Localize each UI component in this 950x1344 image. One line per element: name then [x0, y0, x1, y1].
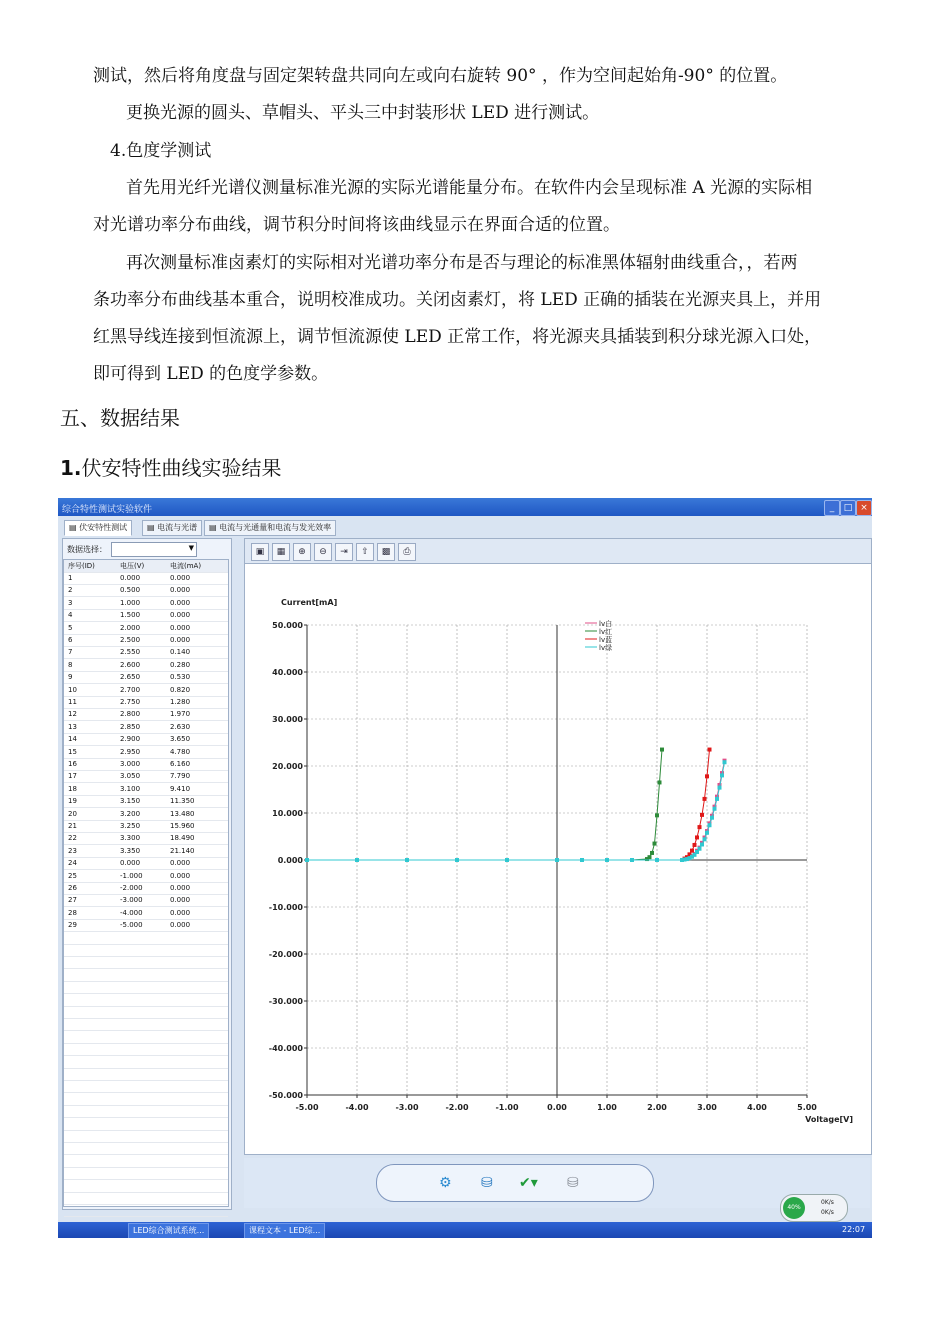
data-point [455, 858, 459, 862]
data-point [698, 847, 702, 851]
taskbar-clock: 22:07 [842, 1225, 866, 1234]
tab-iv-test[interactable] [64, 520, 132, 536]
table-cell: 21.140 [170, 846, 195, 855]
table-row[interactable] [64, 646, 228, 659]
x-tick-label: 3.00 [697, 1103, 717, 1112]
table-row[interactable] [64, 907, 228, 920]
table-row[interactable] [64, 696, 228, 709]
table-row[interactable] [64, 708, 228, 721]
table-cell: 28 [68, 908, 77, 917]
table-cell: 1.500 [120, 611, 141, 620]
data-point [693, 843, 697, 847]
table-row[interactable] [64, 1167, 228, 1180]
table-cell: 13 [68, 722, 77, 731]
table-row[interactable] [64, 1093, 228, 1106]
connect-icon[interactable]: ⚙ [439, 1175, 452, 1191]
data-point [305, 858, 309, 862]
taskbar-item-led-system[interactable]: LED综合测试系统... [128, 1223, 209, 1238]
data-point [655, 813, 659, 817]
table-row[interactable] [64, 994, 228, 1007]
table-cell: 14 [68, 735, 77, 744]
table-cell: 1.000 [120, 598, 141, 607]
table-row[interactable] [64, 572, 228, 585]
table-cell: 0.000 [170, 574, 191, 582]
table-cell: 0.000 [120, 574, 141, 582]
table-row[interactable] [64, 609, 228, 622]
table-cell: 0.000 [170, 859, 191, 868]
table-cell: 7 [68, 648, 73, 657]
close-button[interactable]: × [856, 500, 872, 516]
table-cell: 3.200 [120, 809, 141, 818]
table-row[interactable] [64, 634, 228, 647]
table-cell: 27 [68, 896, 77, 905]
table-row[interactable] [64, 1204, 228, 1217]
table-cell: 2.630 [170, 722, 191, 731]
data-point [708, 748, 712, 752]
table-cell: 15.960 [170, 822, 195, 830]
x-tick-label: -4.00 [345, 1103, 369, 1112]
save-icon[interactable]: ▣ [251, 543, 269, 561]
table-cell: 6.160 [170, 760, 191, 768]
maximize-button[interactable]: □ [840, 500, 856, 516]
checkmark-icon[interactable]: ✔▾ [519, 1175, 538, 1191]
table-cell: 2.750 [120, 698, 141, 706]
table-row[interactable] [64, 1056, 228, 1069]
table-cell: -2.000 [120, 884, 143, 892]
network-gauge [780, 1194, 848, 1222]
table-header-cell: 序号(ID) [68, 562, 95, 570]
table-cell: 0.000 [170, 871, 191, 880]
table-cell: 25 [68, 871, 77, 880]
print-icon[interactable]: ⎙ [398, 543, 416, 561]
table-row[interactable] [64, 733, 228, 746]
data-point [723, 760, 727, 764]
paragraph-line-2: 更换光源的圆头、草帽头、平头三中封装形状 LED 进行测试。 [126, 103, 600, 123]
x-axis-label: Voltage[V] [805, 1115, 853, 1124]
data-point [703, 797, 707, 801]
table-cell: 2.500 [120, 636, 141, 644]
paragraph-line-8: 红黑导线连接到恒流源上，调节恒流源使 LED 正常工作，将光源夹具插装到积分球光源入口处， [93, 327, 822, 347]
x-tick-label: -5.00 [295, 1103, 319, 1112]
data-point [698, 825, 702, 829]
x-tick-label: -1.00 [495, 1103, 519, 1112]
data-point [655, 858, 659, 862]
table-row[interactable] [64, 1155, 228, 1168]
table-cell: 2.850 [120, 722, 141, 731]
data-point [690, 849, 694, 853]
table-row[interactable] [64, 622, 228, 635]
data-panel [62, 538, 232, 1210]
table-cell: 2.650 [120, 673, 141, 682]
table-row[interactable] [64, 845, 228, 858]
table-cell: 17 [68, 772, 77, 781]
table-row[interactable] [64, 1068, 228, 1081]
table-cell: 24 [68, 859, 77, 868]
chevron-down-icon: ▼ [188, 544, 194, 552]
y-tick-label: -50.000 [268, 1091, 303, 1100]
paragraph-line-7: 条功率分布曲线基本重合，说明校准成功。关闭卤素灯，将 LED 正确的插装在光源夹具上，并用 [93, 290, 822, 310]
data-point [650, 851, 654, 855]
table-cell: 4 [68, 611, 73, 620]
data-point [720, 773, 724, 777]
table-cell: 9 [68, 673, 73, 682]
x-tick-label: 4.00 [747, 1103, 767, 1112]
table-cell: 12 [68, 710, 77, 719]
table-cell: 3.050 [120, 772, 141, 781]
window-title: 综合特性测试实验软件 [62, 505, 153, 515]
subsection-text: 伏安特性曲线实验结果 [81, 456, 282, 480]
paragraph-line-4: 首先用光纤光谱仪测量标准光源的实际光谱能量分布。在软件内会呈现标准 A 光源的实际相 [126, 178, 813, 198]
table-cell: 0.000 [170, 921, 191, 930]
y-tick-label: -10.000 [268, 903, 303, 912]
data-point [695, 835, 699, 839]
gauge-down: 0K/s [821, 1209, 834, 1216]
data-point [708, 823, 712, 827]
table-cell: 22 [68, 834, 77, 843]
table-cell: 0.000 [170, 598, 191, 607]
table-row[interactable] [64, 1080, 228, 1093]
data-point [710, 816, 714, 820]
tab-doc-icon: ▤ [147, 523, 158, 532]
table-cell: 0.280 [170, 660, 191, 669]
taskbar-item-document[interactable]: 课程文本 - LED综... [244, 1223, 325, 1238]
zoom-out-icon[interactable]: ⊖ [314, 543, 332, 561]
table-cell: -3.000 [120, 896, 143, 905]
x-tick-label: 1.00 [597, 1103, 617, 1112]
data-point [658, 780, 662, 784]
table-cell: 2.800 [120, 710, 141, 719]
tab-current-flux-label: 电流与光通量和电流与发光效率 [219, 523, 332, 532]
table-cell: 1.970 [170, 710, 191, 719]
table-cell: 0.140 [170, 648, 191, 657]
minimize-button[interactable]: _ [824, 500, 840, 516]
data-point [555, 858, 559, 862]
table-cell: 18 [68, 784, 77, 793]
x-tick-label: 2.00 [647, 1103, 667, 1112]
y-tick-label: 40.000 [272, 668, 303, 677]
data-point [405, 858, 409, 862]
fit-x-icon[interactable]: ⇥ [335, 543, 353, 561]
table-cell: 3.000 [120, 760, 141, 768]
taskbar [58, 1222, 872, 1238]
tab-doc-icon: ▤ [69, 523, 80, 532]
table-row[interactable] [64, 1192, 228, 1205]
table-cell: 0.530 [170, 673, 191, 682]
table-header-cell: 电流(mA) [170, 562, 202, 570]
tab-doc-icon: ▤ [209, 523, 220, 532]
table-cell: 1 [68, 574, 73, 582]
table-cell: 19 [68, 797, 77, 806]
gauge-up: 0K/s [821, 1199, 834, 1206]
table-row[interactable] [64, 1006, 228, 1019]
table-cell: 0.820 [170, 685, 191, 694]
table-row[interactable] [64, 870, 228, 883]
action-bar [244, 1158, 870, 1208]
table-row[interactable] [64, 956, 228, 969]
table-header-cell: 电压(V) [120, 562, 145, 570]
data-point [713, 807, 717, 811]
table-cell: -4.000 [120, 908, 143, 917]
table-row[interactable] [64, 857, 228, 870]
data-point [705, 774, 709, 778]
table-cell: 3.250 [120, 822, 141, 830]
paragraph-line-9: 即可得到 LED 的色度学参数。 [93, 364, 329, 384]
table-cell: 0.500 [120, 586, 141, 595]
x-tick-label: -2.00 [445, 1103, 469, 1112]
table-cell: 2.700 [120, 685, 141, 694]
table-cell: 0.000 [170, 884, 191, 892]
y-tick-label: -20.000 [268, 950, 303, 959]
table-cell: 7.790 [170, 772, 191, 781]
y-tick-label: 30.000 [272, 715, 303, 724]
table-row[interactable] [64, 820, 228, 833]
table-cell: 0.000 [170, 636, 191, 644]
table-cell: 8 [68, 660, 73, 669]
table-cell: 0.000 [170, 586, 191, 595]
table-cell: 29 [68, 921, 77, 930]
y-axis-label: Current[mA] [281, 598, 338, 607]
table-row[interactable] [64, 894, 228, 907]
data-select-dropdown[interactable] [111, 542, 197, 557]
table-row[interactable] [64, 944, 228, 957]
table-cell: 15 [68, 747, 77, 756]
table-row[interactable] [64, 832, 228, 845]
table-row[interactable] [64, 1118, 228, 1131]
iv-chart [245, 564, 871, 1154]
table-cell: 23 [68, 846, 77, 855]
section-title: 五、数据结果 [60, 406, 180, 430]
table-row[interactable] [64, 795, 228, 808]
fit-y-icon[interactable]: ⇧ [356, 543, 374, 561]
table-row[interactable] [64, 919, 228, 932]
table-row[interactable] [64, 969, 228, 982]
y-tick-label: -40.000 [268, 1044, 303, 1053]
series-line [307, 762, 725, 860]
table-cell: 16 [68, 760, 77, 768]
subsection-number: 1. [60, 456, 82, 480]
y-tick-label: 0.000 [277, 856, 303, 865]
table-cell: 11 [68, 698, 77, 706]
table-cell: 2.550 [120, 648, 141, 657]
table-cell: -5.000 [120, 921, 143, 930]
paragraph-line-1: 测试，然后将角度盘与固定架转盘共同向左或向右旋转 90° ，作为空间起始角-90° 的位置。 [93, 66, 788, 86]
table-cell: 21 [68, 822, 77, 830]
chart-toolbar [245, 539, 871, 564]
paragraph-line-6: 再次测量标准卤素灯的实际相对光谱功率分布是否与理论的标准黑体辐射曲线重合，，若两 [126, 253, 798, 273]
table-row[interactable] [64, 981, 228, 994]
table-row[interactable] [64, 1130, 228, 1143]
table-cell: 0.000 [170, 908, 191, 917]
data-point [660, 748, 664, 752]
table-cell: 18.490 [170, 834, 195, 843]
subsection-title [60, 452, 282, 481]
legend-label: lv蓝 [599, 636, 613, 644]
table-row[interactable] [64, 659, 228, 672]
database-icon[interactable]: ⛁ [481, 1175, 493, 1191]
y-tick-label: 10.000 [272, 809, 303, 818]
tab-current-spectrum[interactable] [142, 520, 202, 536]
table-cell: 26 [68, 884, 77, 892]
table-cell: 0.000 [170, 623, 191, 632]
table-cell: 3 [68, 598, 73, 607]
data-point [630, 858, 634, 862]
app-window [58, 498, 872, 1238]
table-cell: 1.280 [170, 698, 191, 706]
table-cell: 0.000 [120, 859, 141, 868]
table-row[interactable] [64, 721, 228, 734]
zoom-in-icon[interactable]: ⊕ [293, 543, 311, 561]
y-tick-label: 50.000 [272, 621, 303, 630]
table-row[interactable] [64, 882, 228, 895]
table-cell: 11.350 [170, 797, 195, 806]
data-point [700, 842, 704, 846]
legend-label: lv红 [599, 628, 613, 636]
x-tick-label: 0.00 [547, 1103, 567, 1112]
data-point [700, 813, 704, 817]
table-row[interactable] [64, 684, 228, 697]
data-point [718, 786, 722, 790]
data-point [653, 842, 657, 846]
table-cell: 0.000 [170, 611, 191, 620]
settings-icon[interactable]: ⛁ [567, 1175, 579, 1191]
tab-current-flux[interactable] [204, 520, 336, 536]
table-cell: 10 [68, 685, 77, 694]
data-point [505, 858, 509, 862]
table-row[interactable] [64, 1043, 228, 1056]
table-cell: 2.600 [120, 660, 141, 669]
y-tick-label: 20.000 [272, 762, 303, 771]
paragraph-line-3: 4.色度学测试 [110, 141, 212, 161]
x-tick-label: -3.00 [395, 1103, 419, 1112]
table-cell: 20 [68, 809, 77, 818]
table-row[interactable] [64, 671, 228, 684]
tab-strip [58, 518, 872, 536]
legend-label: lv白 [599, 620, 613, 628]
grid-icon[interactable]: ▩ [377, 543, 395, 561]
gauge-percent: 40% [783, 1197, 805, 1219]
table-row[interactable] [64, 584, 228, 597]
data-point [605, 858, 609, 862]
table-row[interactable] [64, 1142, 228, 1155]
table-row[interactable] [64, 1180, 228, 1193]
table-cell: 4.780 [170, 747, 191, 756]
data-point [703, 837, 707, 841]
table-row[interactable] [64, 597, 228, 610]
data-point [715, 797, 719, 801]
table-row[interactable] [64, 808, 228, 821]
data-point [580, 858, 584, 862]
chart-panel [244, 538, 872, 1155]
tab-iv-test-label: 伏安特性测试 [79, 523, 128, 532]
title-bar [58, 498, 872, 516]
table-row[interactable] [64, 770, 228, 783]
table-cell: 3.350 [120, 846, 141, 855]
data-select-label: 数据选择： [67, 545, 107, 554]
table-cell: 2 [68, 586, 73, 595]
data-point [648, 855, 652, 859]
table-cell: -1.000 [120, 871, 143, 880]
table-cell: 13.480 [170, 809, 195, 818]
table-row[interactable] [64, 783, 228, 796]
table-row[interactable] [64, 1105, 228, 1118]
series-line [307, 761, 725, 860]
table-cell: 9.410 [170, 784, 191, 793]
paragraph-line-5: 对光谱功率分布曲线，调节积分时间将该曲线显示在界面合适的位置。 [93, 215, 620, 235]
export-icon[interactable]: ▦ [272, 543, 290, 561]
table-cell: 3.150 [120, 797, 141, 806]
tab-current-spectrum-label: 电流与光谱 [157, 523, 198, 532]
table-cell: 2.950 [120, 747, 141, 756]
table-row[interactable] [64, 758, 228, 771]
data-table [63, 559, 229, 1207]
data-point [355, 858, 359, 862]
y-tick-label: -30.000 [268, 997, 303, 1006]
action-pill [376, 1164, 654, 1202]
table-cell: 5 [68, 623, 73, 632]
table-cell: 3.300 [120, 834, 141, 843]
table-cell: 6 [68, 636, 73, 644]
legend-label: lv绿 [599, 644, 613, 652]
table-row[interactable] [64, 1018, 228, 1031]
table-cell: 3.100 [120, 784, 141, 793]
table-row[interactable] [64, 1031, 228, 1044]
table-cell: 2.000 [120, 623, 141, 632]
table-row[interactable] [64, 746, 228, 759]
table-row[interactable] [64, 932, 228, 945]
table-cell: 3.650 [170, 735, 191, 744]
x-tick-label: 5.00 [797, 1103, 817, 1112]
table-cell: 0.000 [170, 896, 191, 905]
data-point [705, 831, 709, 835]
table-cell: 2.900 [120, 735, 141, 744]
